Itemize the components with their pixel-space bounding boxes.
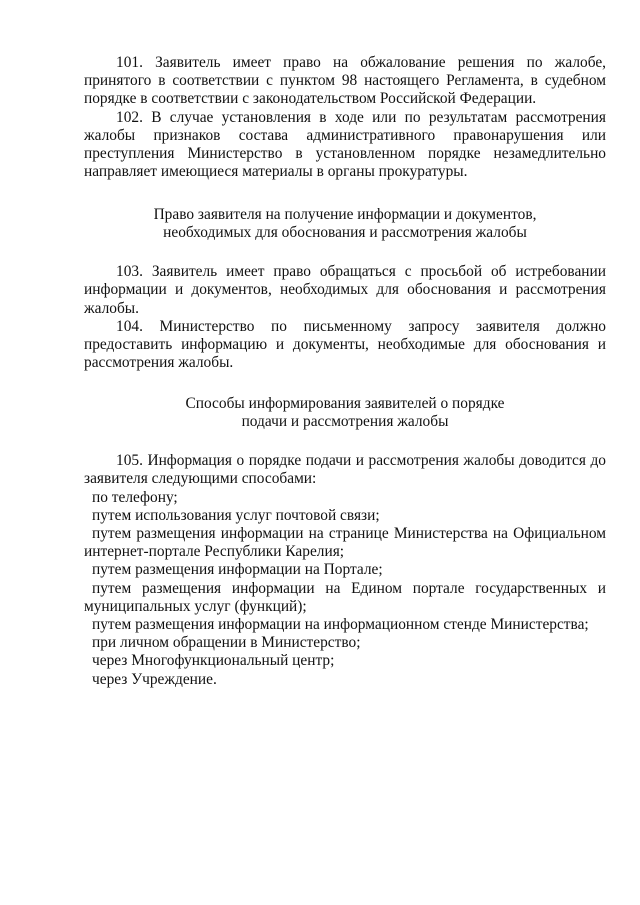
section-heading-methods-line-2: подачи и рассмотрения жалобы bbox=[241, 412, 449, 430]
paragraph-105: 105. Информация о порядке подачи и рассмотрения жалобы доводится до заявителя следующими способами: bbox=[84, 452, 606, 488]
list-item: путем размещения информации на странице Министерства на Официальном интернет-портале Республики Карелия; bbox=[84, 525, 606, 561]
document-page bbox=[84, 54, 606, 689]
list-item: по телефону; bbox=[92, 488, 178, 506]
paragraph-102: 102. В случае установления в ходе или по результатам рассмотрения жалобы признаков состава административного правонарушения или преступления Министерство в установленном порядке незамедлительно направляет имеющиеся материалы в органы прокуратуры. bbox=[84, 108, 606, 181]
section-heading-methods-line-1: Способы информирования заявителей о порядке bbox=[185, 394, 505, 412]
list-item: путем размещения информации на информационном стенде Министерства; bbox=[92, 616, 589, 634]
list-item: через Многофункциональный центр; bbox=[92, 652, 335, 670]
list-item: при личном обращении в Министерство; bbox=[92, 634, 361, 652]
list-item: путем размещения информации на Портале; bbox=[92, 561, 383, 579]
paragraph-101: 101. Заявитель имеет право на обжалование решения по жалобе, принятого в соответствии с пунктом 98 настоящего Регламента, в судебном порядке в соответствии с законодательством Российской Федерации. bbox=[84, 54, 606, 108]
section-heading-rights-line-2: необходимых для обоснования и рассмотрения жалобы bbox=[163, 223, 527, 241]
list-item: через Учреждение. bbox=[92, 670, 217, 688]
paragraph-103: 103. Заявитель имеет право обращаться с просьбой об истребовании информации и документов, необходимых для обоснования и рассмотрения жалобы. bbox=[84, 263, 606, 317]
section-heading-rights-line-1: Право заявителя на получение информации и документов, bbox=[153, 205, 537, 223]
methods-list bbox=[84, 489, 606, 689]
list-item: путем размещения информации на Едином портале государственных и муниципальных услуг (функций); bbox=[84, 579, 606, 615]
paragraph-104: 104. Министерство по письменному запросу заявителя должно предоставить информацию и документы, необходимые для обоснования и рассмотрения жалобы. bbox=[84, 317, 606, 372]
list-item: путем использования услуг почтовой связи; bbox=[92, 506, 380, 524]
